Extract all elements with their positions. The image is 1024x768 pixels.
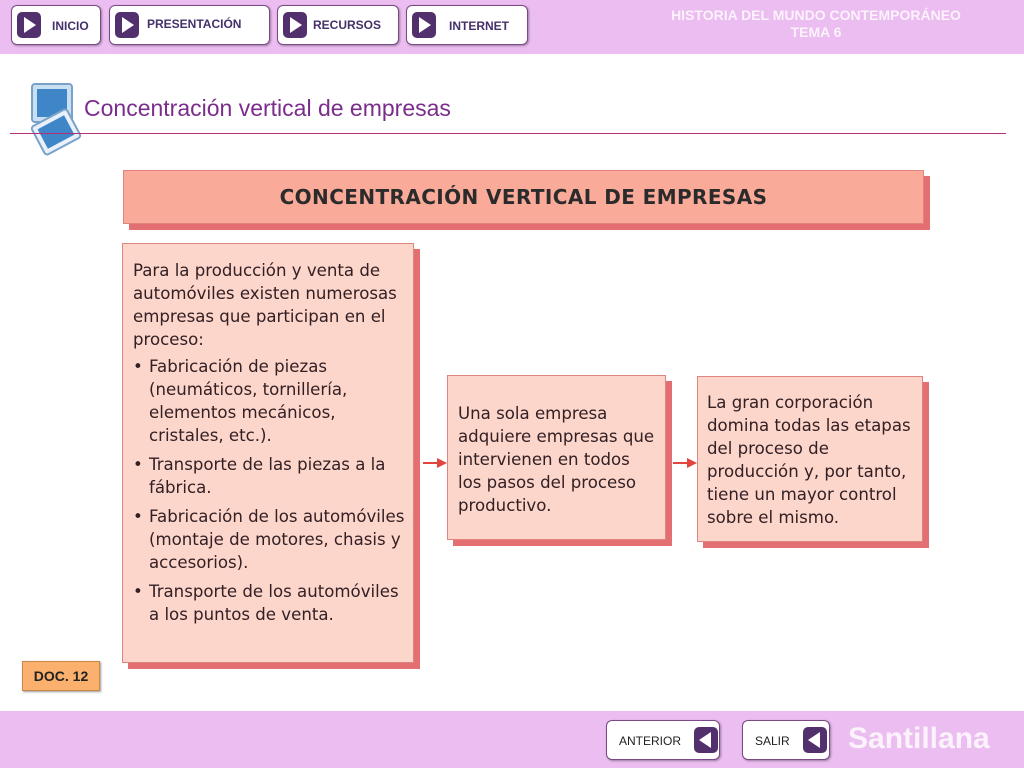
list-item-text: Transporte de las piezas a la fábrica. [149,455,386,497]
single-company-box: Una sola empresa adquiere empresas que intervienen en todos los pasos del proceso productivo. [447,375,666,540]
list-item-text: Fabricación de piezas (neumáticos, tornillería, elementos mecánicos, cristales, etc.). [149,357,348,445]
brand-logo: Santillana [848,722,990,755]
previous-label: ANTERIOR [619,734,682,748]
page-title: Concentración vertical de empresas [84,95,451,121]
title-divider [10,133,1006,134]
nav-presentacion-label: PRESENTACIÓN [147,17,242,31]
course-name: HISTORIA DEL MUNDO CONTEMPORÁNEO [671,7,961,23]
header-title [626,7,1006,41]
production-steps-intro: Para la producción y venta de automóviles existen numerosas empresas que participan en el proceso: [133,261,397,349]
bullet: • [133,455,143,474]
list-item [133,453,409,499]
play-icon [282,11,308,39]
production-steps-box [122,243,414,663]
nav-internet-label: INTERNET [449,19,509,33]
previous-button[interactable] [606,720,720,760]
play-icon [16,11,42,39]
bullet: • [133,507,143,526]
list-item [133,355,409,447]
corporation-box: La gran corporación domina todas las etapas del proceso de producción y, por tanto, tiene un mayor control sobre el mismo. [697,376,923,542]
nav-recursos-label: RECURSOS [313,18,382,32]
bullet: • [133,582,143,601]
play-icon [411,11,437,39]
arrow-right-icon [423,457,449,469]
nav-internet-button[interactable] [406,5,528,45]
play-icon [114,11,140,39]
doc-label: DOC. 12 [22,661,100,691]
list-item [133,505,409,574]
monitor-icon [26,82,82,156]
arrow-right-icon [673,457,699,469]
unit-name: TEMA 6 [790,24,842,40]
nav-inicio-label: INICIO [52,19,89,33]
production-steps-list [133,355,409,626]
nav-recursos-button[interactable] [277,5,399,45]
back-icon [693,726,719,754]
list-item-text: Transporte de los automóviles a los puntos de venta. [149,582,399,624]
diagram-banner: CONCENTRACIÓN VERTICAL DE EMPRESAS [123,170,924,224]
list-item-text: Fabricación de los automóviles (montaje de motores, chasis y accesorios). [149,507,405,572]
bullet: • [133,357,143,376]
list-item [133,580,409,626]
nav-presentacion-button[interactable] [109,5,270,45]
exit-label: SALIR [755,734,790,748]
nav-inicio-button[interactable] [11,5,101,45]
back-icon [802,726,828,754]
exit-button[interactable] [742,720,830,760]
